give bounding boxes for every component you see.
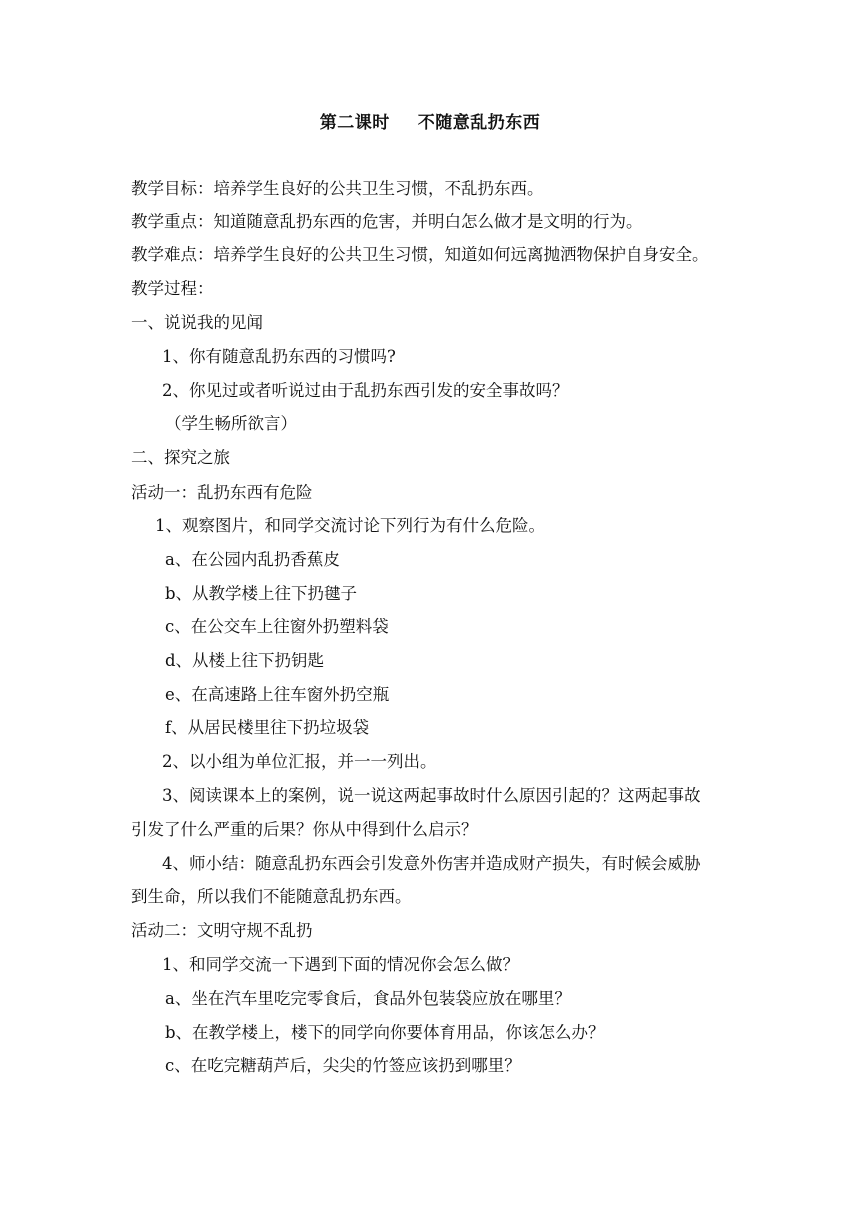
activity-heading-2: 活动二：文明守规不乱扔 — [131, 921, 313, 940]
teaching-process-heading: 教学过程： — [131, 279, 214, 298]
teaching-goal: 教学目标：培养学生良好的公共卫生习惯，不乱扔东西。 — [131, 179, 544, 198]
list-item: 1、观察图片，和同学交流讨论下列行为有什么危险。 — [155, 516, 545, 535]
sub-list-item: d、从楼上往下扔钥匙 — [165, 651, 325, 670]
list-item: 3、阅读课本上的案例，说一说这两起事故时什么原因引起的？这两起事故 — [162, 786, 701, 805]
list-item-continuation: 到生命，所以我们不能随意乱扔东西。 — [131, 887, 412, 906]
list-item: 2、以小组为单位汇报，并一一列出。 — [162, 752, 437, 771]
sub-list-item: e、在高速路上往车窗外扔空瓶 — [165, 685, 390, 704]
sub-list-item: f、从居民楼里往下扔垃圾袋 — [165, 718, 370, 737]
note-text: （学生畅所欲言） — [165, 414, 297, 433]
teaching-difficulty: 教学难点：培养学生良好的公共卫生习惯，知道如何远离抛洒物保护自身安全。 — [131, 245, 709, 264]
section-heading-1: 一、说说我的见闻 — [131, 313, 263, 332]
teaching-focus: 教学重点：知道随意乱扔东西的危害，并明白怎么做才是文明的行为。 — [131, 212, 643, 231]
list-item: 2、你见过或者听说过由于乱扔东西引发的安全事故吗？ — [162, 381, 569, 400]
sub-list-item: c、在吃完糖葫芦后，尖尖的竹签应该扔到哪里？ — [165, 1056, 521, 1075]
sub-list-item: b、在教学楼上，楼下的同学向你要体育用品，你该怎么办？ — [165, 1023, 605, 1042]
list-item: 4、师小结：随意乱扔东西会引发意外伤害并造成财产损失，有时候会威胁 — [162, 854, 701, 873]
sub-list-item: c、在公交车上往窗外扔塑料袋 — [165, 617, 389, 636]
title-lesson: 第二课时 — [319, 113, 390, 133]
list-item: 1、你有随意乱扔东西的习惯吗? — [162, 347, 396, 366]
activity-heading-1: 活动一：乱扔东西有危险 — [131, 483, 313, 502]
list-item-continuation: 引发了什么严重的后果？你从中得到什么启示？ — [131, 820, 478, 839]
page-title — [0, 108, 860, 133]
list-item: 1、和同学交流一下遇到下面的情况你会怎么做？ — [162, 955, 519, 974]
section-heading-2: 二、探究之旅 — [131, 448, 230, 467]
sub-list-item: a、坐在汽车里吃完零食后，食品外包装袋应放在哪里？ — [165, 989, 571, 1008]
sub-list-item: b、从教学楼上往下扔毽子 — [165, 584, 358, 603]
title-topic: 不随意乱扔东西 — [417, 113, 541, 133]
sub-list-item: a、在公园内乱扔香蕉皮 — [165, 550, 340, 569]
